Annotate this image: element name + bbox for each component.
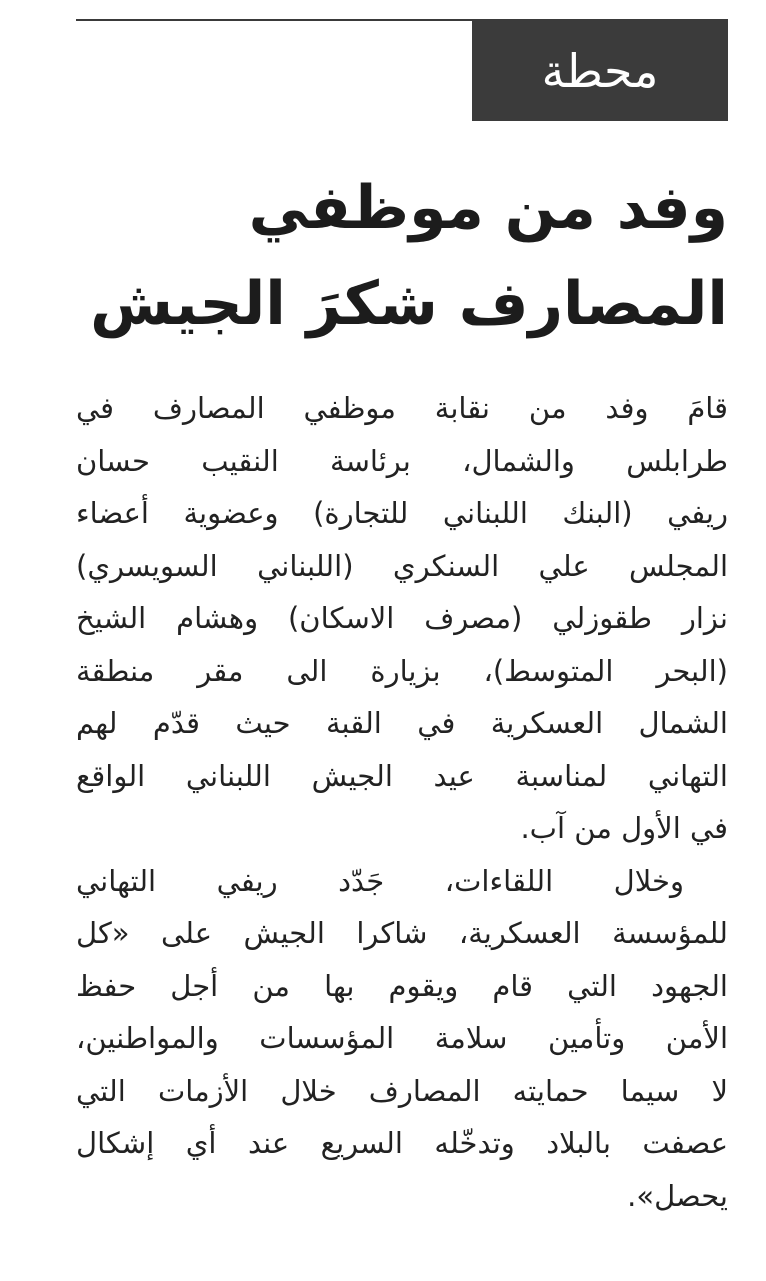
- article-line: الجهود التي قام ويقوم بها من أجل حفظ: [76, 968, 728, 1003]
- article-line: نزار طقوزلي (مصرف الاسكان) وهشام الشيخ: [76, 601, 728, 635]
- article-headline: [76, 160, 728, 352]
- headline-line: المصارف شكرَ الجيش: [90, 269, 728, 339]
- article-line: عصفت بالبلاد وتدخّله السريع عند أي إشكال: [76, 1126, 728, 1160]
- article-line: طرابلس والشمال، برئاسة النقيب حسان: [76, 443, 728, 478]
- article-line: وخلال اللقاءات، جَدّد ريفي التهاني: [76, 863, 684, 898]
- article-line: قامَ وفد من نقابة موظفي المصارف في: [76, 391, 728, 425]
- article-line: (البحر المتوسط)، بزيارة الى مقر منطقة: [76, 653, 728, 688]
- article-line: في الأول من آب.: [520, 811, 728, 845]
- article-line: التهاني لمناسبة عيد الجيش اللبناني الواقع: [76, 758, 728, 793]
- article-line: المجلس علي السنكري (اللبناني السويسري): [76, 548, 728, 583]
- headline-line: وفد من موظفي: [248, 173, 728, 243]
- article-line: لا سيما حمايته المصارف خلال الأزمات التي: [76, 1073, 728, 1108]
- section-tag-label: محطة: [541, 43, 659, 98]
- article-line: يحصل».: [627, 1178, 728, 1213]
- article-line: ريفي (البنك اللبناني للتجارة) وعضوية أعضاء: [76, 496, 728, 530]
- article-line: للمؤسسة العسكرية، شاكرا الجيش على «كل: [76, 916, 728, 950]
- article-body: [76, 382, 728, 1222]
- article-line: الشمال العسكرية في القبة حيث قدّم لهم: [76, 706, 728, 740]
- section-tag: [472, 20, 728, 121]
- article-line: الأمن وتأمين سلامة المؤسسات والمواطنين،: [76, 1021, 728, 1055]
